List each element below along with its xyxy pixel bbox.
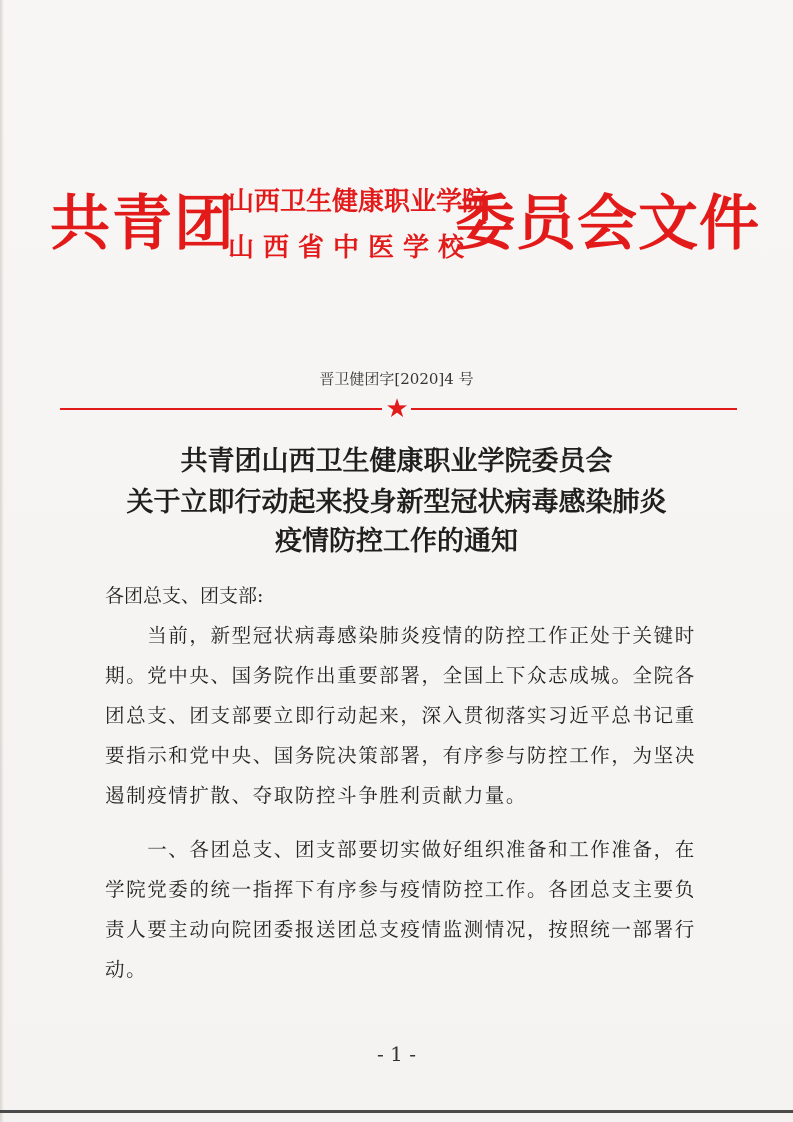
title-line-2: 关于立即行动起来投身新型冠状病毒感染肺炎 — [126, 487, 667, 518]
header-middle-line1: 山西卫生健康职业学院 — [228, 187, 489, 217]
header-middle-block — [228, 183, 489, 267]
header-left-title: 共青团 — [50, 189, 236, 259]
salutation: 各团总支、团支部: — [105, 585, 264, 607]
body-paragraph-2-line-3: 责人要主动向院团委报送团总支疫情监测情况，按照统一部署行 — [105, 918, 696, 941]
body-paragraph-1-line-2: 期。党中央、国务院作出重要部署，全国上下众志成城。全院各 — [105, 664, 696, 687]
body-paragraph-2-line-1: 一、各团总支、团支部要切实做好组织准备和工作准备，在 — [105, 838, 696, 861]
title-line-1: 共青团山西卫生健康职业学院委员会 — [180, 446, 613, 477]
header-middle-line2: 山西省中医学校 — [228, 233, 474, 263]
scan-bottom-edge — [0, 1110, 793, 1113]
header-right-title: 委员会文件 — [455, 189, 760, 259]
body-paragraph-2-line-2: 学院党委的统一指挥下有序参与疫情防控工作。各团总支主要负 — [105, 878, 696, 901]
body-paragraph-1-line-5: 遏制疫情扩散、夺取防控斗争胜利贡献力量。 — [105, 784, 528, 807]
body-paragraph-2-line-4: 动。 — [105, 958, 148, 981]
red-divider-left — [60, 408, 382, 410]
body-paragraph-1-line-1: 当前，新型冠状病毒感染肺炎疫情的防控工作正处于关键时 — [105, 624, 696, 647]
title-line-3: 疫情防控工作的通知 — [275, 526, 518, 557]
document-number: 晋卫健团字[2020]4 号 — [319, 370, 474, 388]
red-divider-right — [411, 408, 737, 410]
body-paragraph-1-line-4: 要指示和党中央、国务院决策部署，有序参与防控工作，为坚决 — [105, 744, 696, 767]
red-star-icon: ★ — [385, 394, 409, 424]
page-number: - 1 - — [377, 1042, 416, 1066]
body-paragraph-1-line-3: 团总支、团支部要立即行动起来，深入贯彻落实习近平总书记重 — [105, 704, 696, 727]
